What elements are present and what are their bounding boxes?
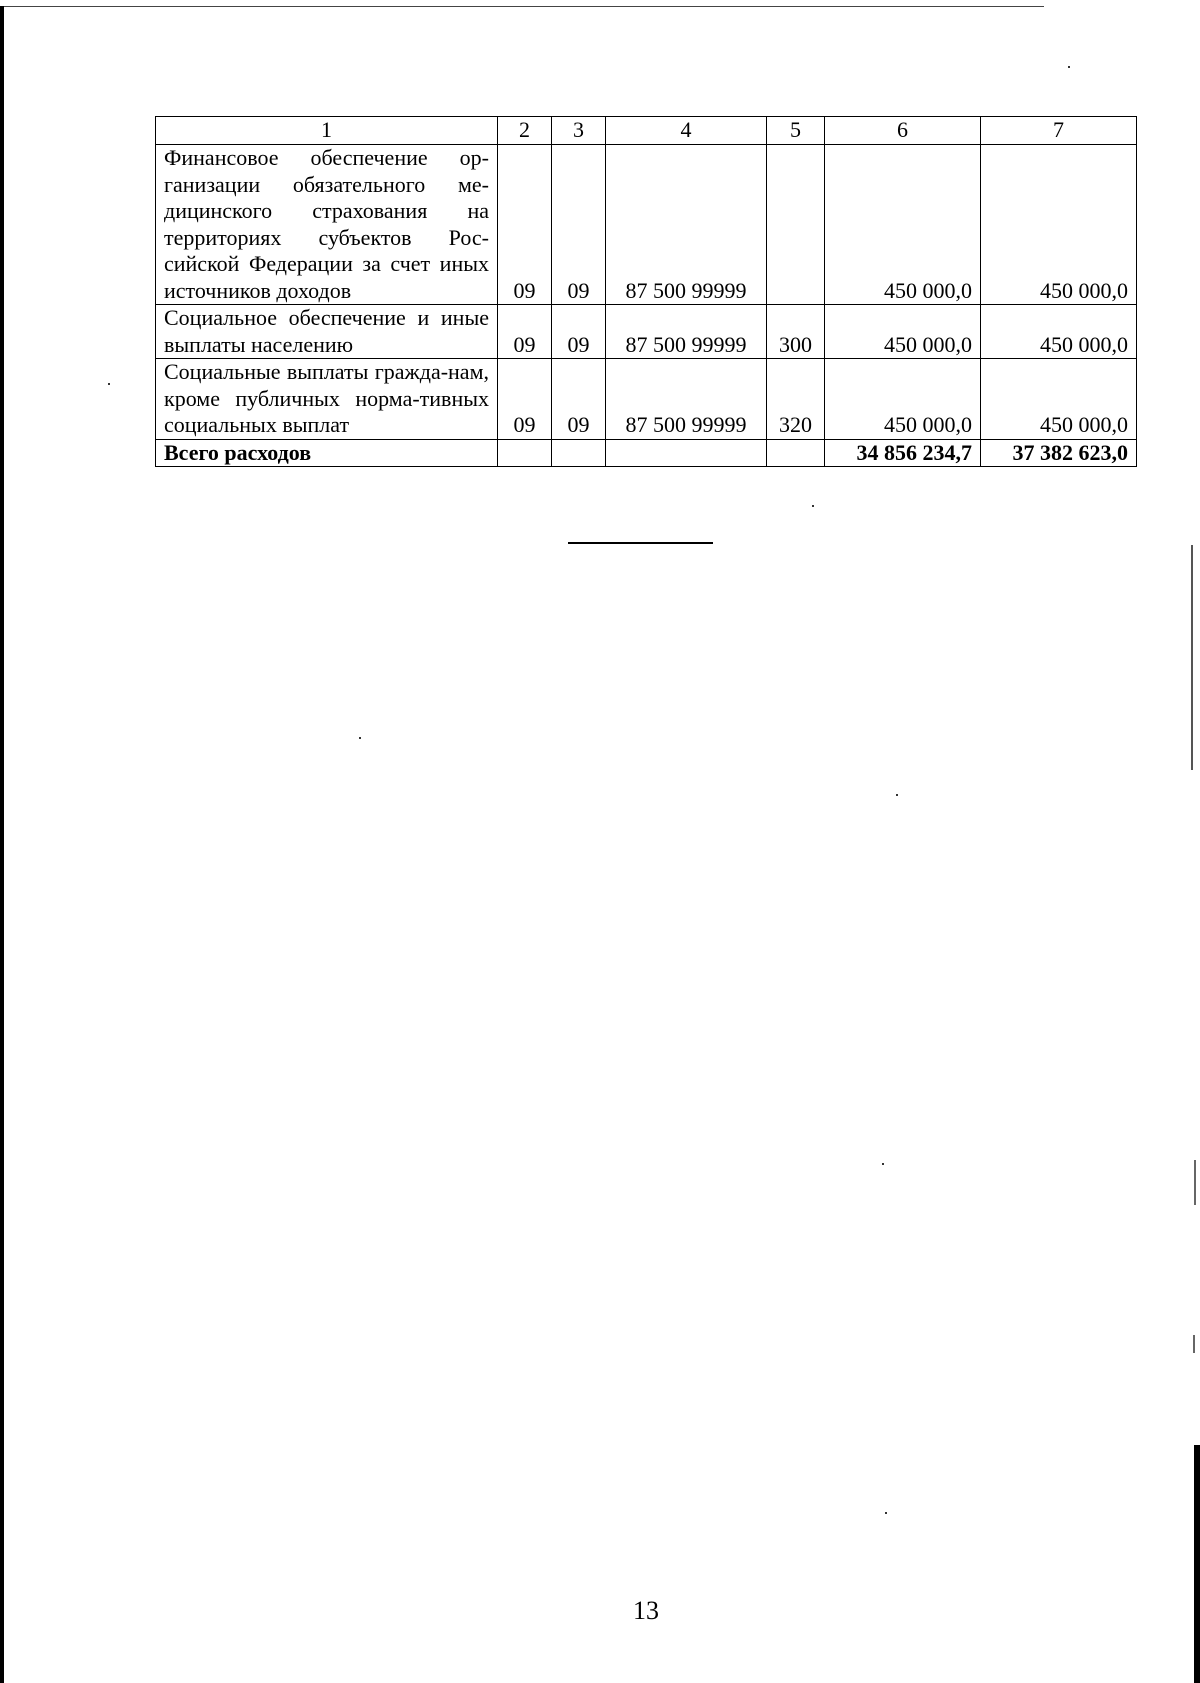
section-code: 09 (498, 305, 552, 359)
subsection-code: 09 (552, 145, 606, 305)
scan-edge-top (4, 6, 1044, 7)
column-header: 1 (156, 117, 498, 145)
section-code: 09 (498, 145, 552, 305)
scan-speck (108, 383, 110, 385)
expenditure-table (155, 116, 1137, 467)
total-row (156, 439, 1137, 467)
amount-year-2: 450 000,0 (981, 359, 1137, 440)
amount-year-2: 450 000,0 (981, 305, 1137, 359)
scan-edge-left (0, 6, 4, 1683)
empty-cell (767, 439, 825, 467)
column-header: 4 (606, 117, 767, 145)
table-row (156, 305, 1137, 359)
page-number: 13 (633, 1596, 659, 1625)
empty-cell (606, 439, 767, 467)
amount-year-1: 450 000,0 (825, 305, 981, 359)
column-header: 2 (498, 117, 552, 145)
scan-edge-right (1194, 1445, 1200, 1683)
empty-cell (498, 439, 552, 467)
scan-edge-right (1194, 1160, 1196, 1205)
table-row (156, 359, 1137, 440)
column-header: 6 (825, 117, 981, 145)
empty-cell (552, 439, 606, 467)
expense-type-code (767, 145, 825, 305)
column-header: 7 (981, 117, 1137, 145)
scan-speck (812, 505, 814, 507)
target-article-code: 87 500 99999 (606, 359, 767, 440)
amount-year-1: 450 000,0 (825, 145, 981, 305)
scan-edge-right (1193, 1335, 1195, 1353)
total-amount-year-2: 37 382 623,0 (981, 439, 1137, 467)
amount-year-1: 450 000,0 (825, 359, 981, 440)
scan-speck (359, 737, 361, 739)
section-code: 09 (498, 359, 552, 440)
table-header-row (156, 117, 1137, 145)
scan-speck (885, 1512, 887, 1514)
target-article-code: 87 500 99999 (606, 145, 767, 305)
total-amount-year-1: 34 856 234,7 (825, 439, 981, 467)
amount-year-2: 450 000,0 (981, 145, 1137, 305)
scan-speck (1068, 66, 1070, 68)
row-description: Финансовое обеспечение ор-ганизации обязательного ме-дицинского страхования на территориях субъектов Рос-сийской Федерации за счет иных источников доходов (156, 145, 498, 305)
column-header: 3 (552, 117, 606, 145)
expense-type-code: 300 (767, 305, 825, 359)
scan-speck (896, 794, 898, 796)
target-article-code: 87 500 99999 (606, 305, 767, 359)
expense-type-code: 320 (767, 359, 825, 440)
table-row (156, 145, 1137, 305)
column-header: 5 (767, 117, 825, 145)
closing-rule-divider (568, 542, 713, 544)
scan-edge-right (1191, 545, 1193, 770)
subsection-code: 09 (552, 305, 606, 359)
row-description: Социальное обеспечение и иные выплаты населению (156, 305, 498, 359)
row-description: Социальные выплаты гражда-нам, кроме публичных норма-тивных социальных выплат (156, 359, 498, 440)
total-label: Всего расходов (156, 439, 498, 467)
scan-speck (882, 1163, 884, 1165)
subsection-code: 09 (552, 359, 606, 440)
